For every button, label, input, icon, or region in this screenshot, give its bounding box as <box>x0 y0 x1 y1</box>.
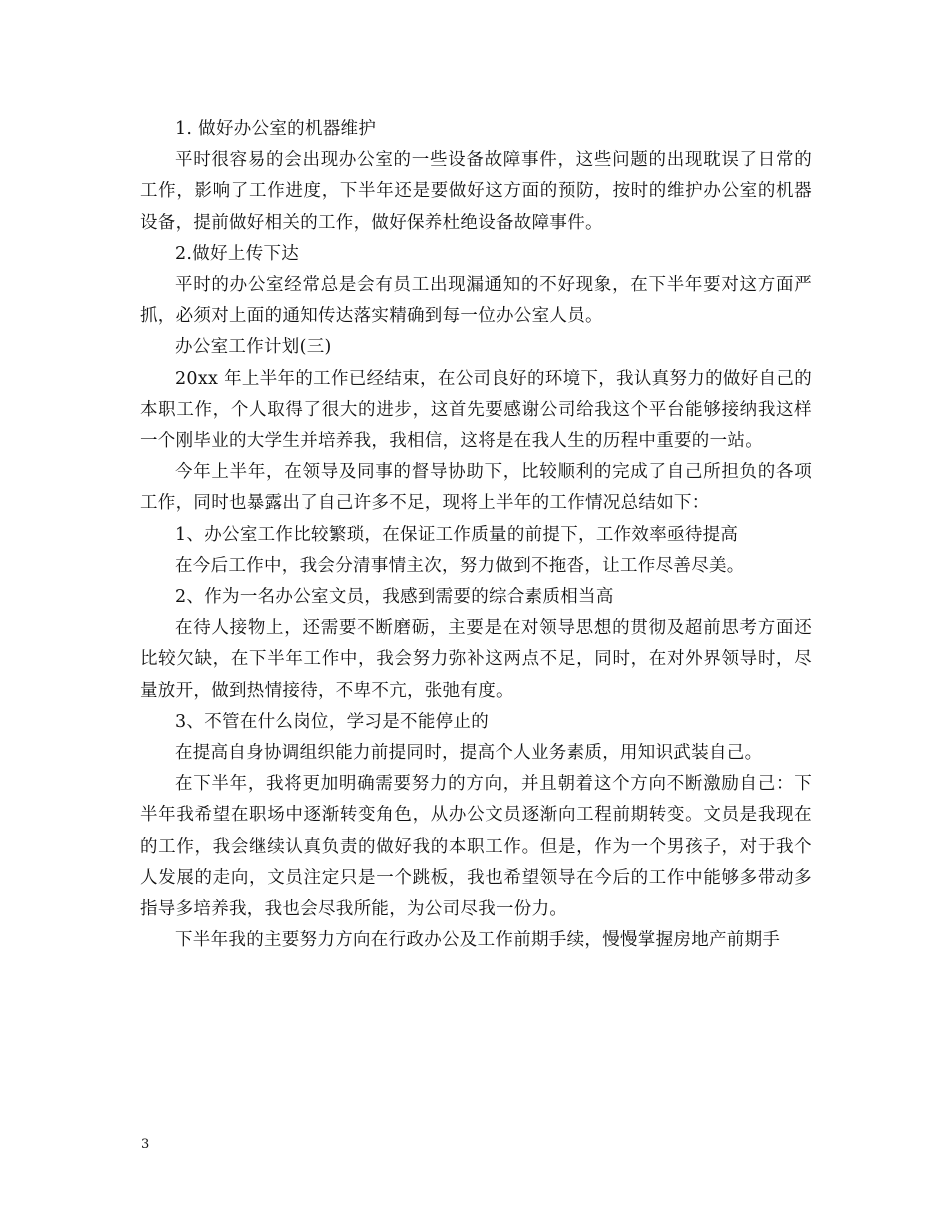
paragraph-first-half-summary: 20xx 年上半年的工作已经结束，在公司良好的环境下，我认真努力的做好自己的本职工作，个人取得了很大的进步，这首先要感谢公司给我这个平台能够接纳我这样一个刚毕业的大学生并培养我，我相信，这将是在我人生的历程中重要的一站。 <box>140 368 812 452</box>
item-heading-quality: 2、作为一名办公室文员，我感到需要的综合素质相当高 <box>175 587 614 608</box>
paragraph-notification-issues: 平时的办公室经常总是会有员工出现漏通知的不好现象，在下半年要对这方面严抓，必须对上面的通知传达落实精确到每一位办公室人员。 <box>140 275 812 327</box>
paragraph-main-focus: 下半年我的主要努力方向在行政办公及工作前期手续，慢慢掌握房地产前期手 <box>175 930 781 951</box>
item-heading-efficiency: 1、办公室工作比较繁琐，在保证工作质量的前提下，工作效率亟待提高 <box>175 524 739 545</box>
paragraph-second-half-direction: 在下半年，我将更加明确需要努力的方向，并且朝着这个方向不断激励自己：下半年我希望在职场中逐渐转变角色，从办公文员逐渐向工程前期转变。文员是我现在的工作，我会继续认真负责的做好我的本职工作。但是，作为一个男孩子，对于我个人发展的走向，文员注定只是一个跳板，我也希望领导在今后的工作中能够多带动多指导多培养我，我也会尽我所能，为公司尽我一份力。 <box>140 774 812 920</box>
paragraph-work-review-intro: 今年上半年，在领导及同事的督导协助下，比较顺利的完成了自己所担负的各项工作，同时也暴露出了自己许多不足，现将上半年的工作情况总结如下： <box>140 462 812 514</box>
section-title-office-plan-three: 办公室工作计划(三) <box>175 337 332 358</box>
paragraph-efficiency-plan: 在今后工作中，我会分清事情主次，努力做到不拖沓，让工作尽善尽美。 <box>175 555 745 576</box>
paragraph-equipment-failures: 平时很容易的会出现办公室的一些设备故障事件，这些问题的出现耽误了日常的工作，影响了工作进度，下半年还是要做好这方面的预防，按时的维护办公室的机器设备，提前做好相关的工作，做好保养杜绝设备故障事件。 <box>140 150 812 233</box>
section-heading-communication: 2.做好上传下达 <box>175 243 300 264</box>
paragraph-quality-plan: 在待人接物上，还需要不断磨砺，主要是在对领导思想的贯彻及超前思考方面还比较欠缺，在下半年工作中，我会努力弥补这两点不足，同时，在对外界领导时，尽量放开，做到热情接待，不卑不亢，张弛有度。 <box>140 618 812 701</box>
section-heading-machine-maintenance: 1. 做好办公室的机器维护 <box>175 119 377 139</box>
item-heading-learning: 3、不管在什么岗位，学习是不能停止的 <box>175 711 490 732</box>
document-body <box>140 114 812 956</box>
page-number: 3 <box>141 1137 150 1152</box>
paragraph-learning-plan: 在提高自身协调组织能力前提同时，提高个人业务素质，用知识武装自己。 <box>175 743 763 764</box>
